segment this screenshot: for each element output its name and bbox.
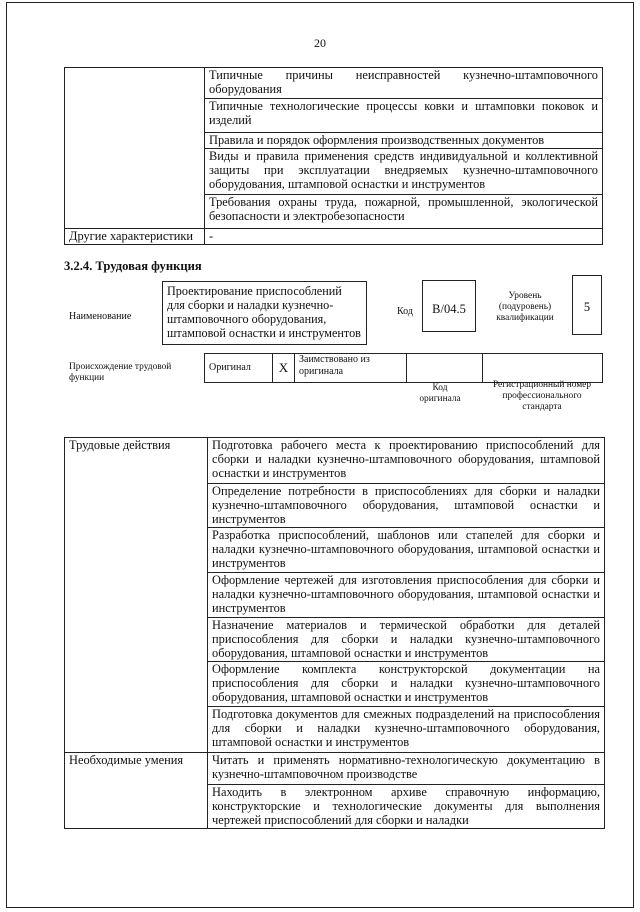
name-label: Наименование [69, 311, 132, 322]
original-mark: X [273, 354, 295, 383]
code-label: Код [397, 306, 413, 317]
main-table [64, 437, 605, 829]
reg-number-cell [483, 354, 603, 383]
other-characteristics-label: Другие характеристики [65, 229, 205, 245]
labor-action-row: Подготовка рабочего места к проектированию приспособлений для сборки и наладки кузнечно-штамповочного оборудования, штамповой оснастки и инструментов [208, 438, 605, 484]
labor-action-row: Оформление комплекта конструкторской документации на приспособления для сборки и наладки кузнечно-штамповочного оборудования, штамповой оснастки и инструментов [208, 662, 605, 707]
labor-actions-label: Трудовые действия [65, 438, 208, 753]
other-characteristics-value: - [205, 229, 603, 245]
top-table-row: Правила и порядок оформления производственных документов [205, 133, 603, 149]
top-table [64, 67, 603, 245]
code-original-cell [407, 354, 483, 383]
top-table-row: Типичные технологические процессы ковки и штамповки поковок и изделий [205, 99, 603, 133]
origin-table [204, 353, 603, 383]
reg-number-caption: Регистрационный номер профессионального стандарта [492, 380, 592, 412]
borrowed-label: Заимствовано из оригинала [295, 354, 407, 383]
level-value: 5 [583, 300, 591, 314]
top-table-label-empty [65, 68, 205, 229]
labor-action-row: Разработка приспособлений, шаблонов или стапелей для сборки и наладки кузнечно-штамповочного оборудования, штамповой оснастки и инструментов [208, 528, 605, 573]
origin-label: Происхождение трудовой функции [69, 362, 172, 383]
level-box [572, 275, 602, 335]
section-title: 3.2.4. Трудовая функция [64, 259, 202, 273]
labor-action-row: Определение потребности в приспособлениях для сборки и наладки кузнечно-штамповочного оборудования, штамповой оснастки и инструментов [208, 484, 605, 528]
page-number: 20 [314, 36, 326, 50]
labor-action-row: Подготовка документов для смежных подразделений на приспособления для сборки и наладки кузнечно-штамповочного оборудования, штамповой оснастки и инструментов [208, 707, 605, 753]
labor-action-row: Назначение материалов и термической обработки для деталей приспособления для сборки и наладки кузнечно-штамповочного оборудования, штамповой оснастки и инструментов [208, 618, 605, 662]
top-table-row: Требования охраны труда, пожарной, промышленной, экологической безопасности и электробезопасности [205, 195, 603, 229]
skills-label: Необходимые умения [65, 753, 208, 829]
original-label: Оригинал [205, 354, 273, 383]
function-name-box [162, 281, 367, 345]
top-table-row: Виды и правила применения средств индивидуальной и коллективной защиты при эксплуатации внедряемых кузнечно-штамповочного оборудования, штамповой оснастки и инструментов [205, 149, 603, 195]
level-label: Уровень (подуровень) квалификации [496, 291, 554, 323]
skill-row: Читать и применять нормативно-технологическую документацию в кузнечно-штамповочном производстве [208, 753, 605, 785]
code-box [422, 280, 476, 332]
function-name-value: Проектирование приспособлений для сборки и наладки кузнечно-штамповочного оборудования, штамповой оснастки и инструментов [167, 284, 361, 340]
code-original-caption: Код оригинала [419, 383, 461, 404]
labor-action-row: Оформление чертежей для изготовления приспособления для сборки и наладки кузнечно-штамповочного оборудования, штамповой оснастки и инструментов [208, 573, 605, 618]
top-table-row: Типичные причины неисправностей кузнечно-штамповочного оборудования [205, 68, 603, 99]
skill-row: Находить в электронном архиве справочную информацию, конструкторские и технологические документы для выполнения чертежей приспособлений для сборки и наладки [208, 785, 605, 829]
code-value: В/04.5 [432, 302, 466, 316]
